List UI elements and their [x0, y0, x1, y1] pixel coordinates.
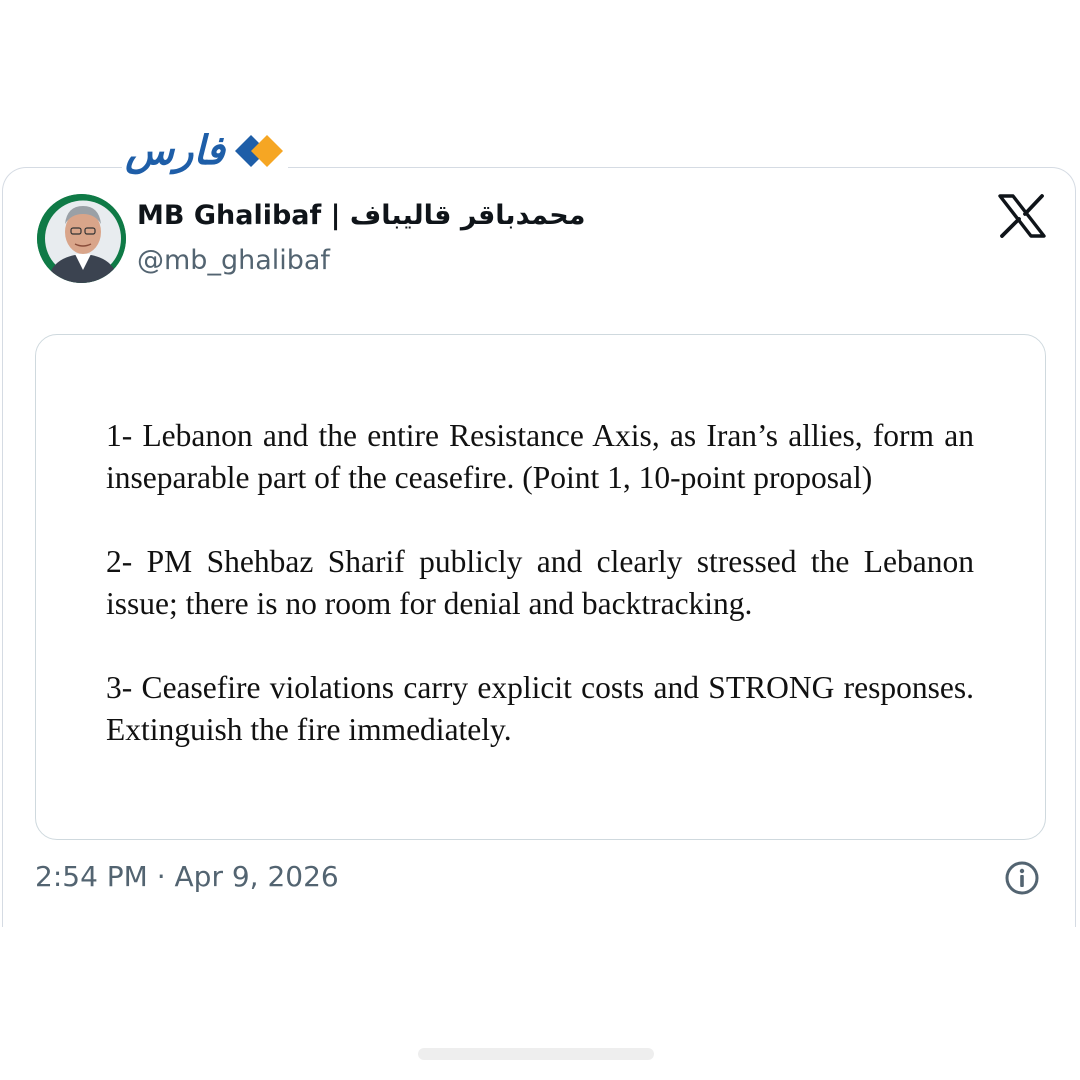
avatar[interactable]	[37, 194, 126, 283]
quote-paragraph-2: 2- PM Shehbaz Sharif publicly and clearly stressed the Lebanon issue; there is no room for denial and backtracking.	[106, 544, 974, 621]
footer-watermark	[418, 1042, 662, 1066]
quote-paragraph-1: 1- Lebanon and the entire Resistance Axis, as Iran’s allies, form an inseparable part of the ceasefire. (Point 1, 10-point proposal)	[106, 418, 974, 495]
post-timestamp[interactable]: 2:54 PM · Apr 9, 2026	[35, 860, 339, 893]
fars-logo-text: فارس	[125, 128, 225, 174]
fars-diamond-icon	[233, 131, 285, 171]
x-logo-icon[interactable]	[998, 194, 1046, 238]
avatar-portrait-icon	[37, 194, 126, 283]
author-handle[interactable]: @mb_ghalibaf	[137, 245, 330, 276]
author-display-name[interactable]: MB Ghalibaf | محمدباقر قالیباف	[137, 200, 586, 231]
quote-paragraph-3: 3- Ceasefire violations carry explicit costs and STRONG responses. Extinguish the fire immediately.	[106, 670, 974, 747]
quote-text	[106, 415, 974, 793]
info-icon[interactable]	[1004, 860, 1040, 896]
watermark-icon	[418, 1044, 658, 1064]
fars-logo	[122, 122, 288, 180]
